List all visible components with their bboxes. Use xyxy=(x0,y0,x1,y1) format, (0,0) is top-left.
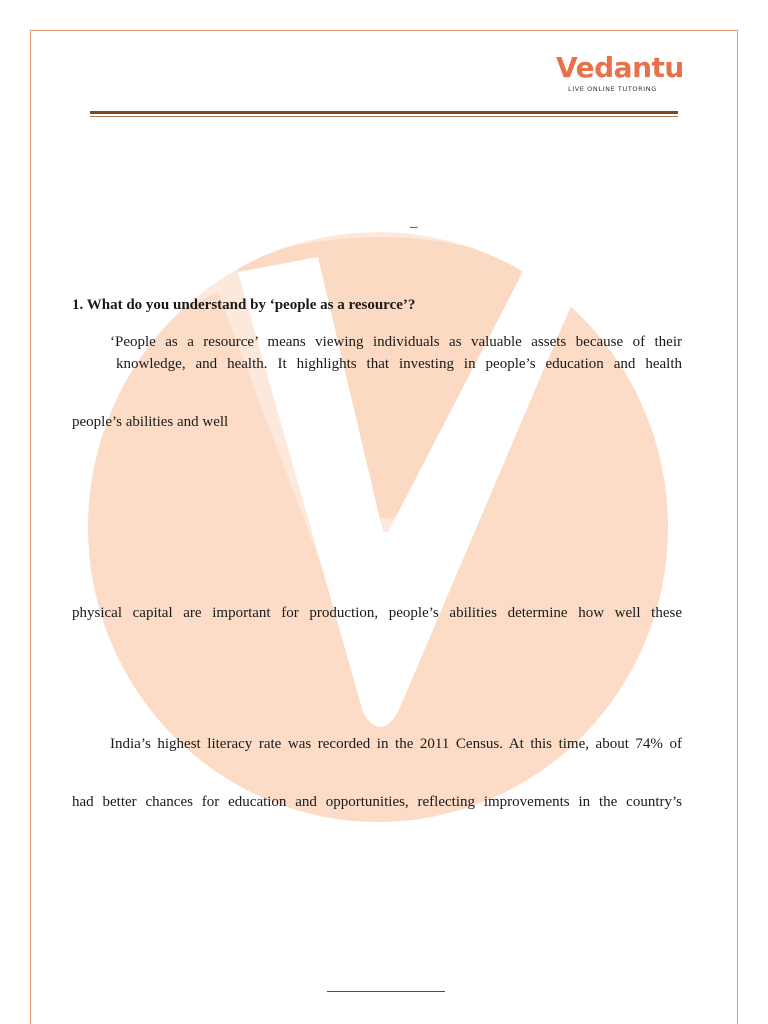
answer-line: physical capital are important for production, people’s abilities determine how well these xyxy=(72,605,682,621)
dash-mark: – xyxy=(410,219,418,235)
answer-line: knowledge, and health. It highlights that investing in people’s education and health xyxy=(116,356,682,372)
answer-line: India’s highest literacy rate was recorded in the 2011 Census. At this time, about 74% of xyxy=(110,736,682,752)
logo-wordmark: Vedantu xyxy=(556,51,684,84)
logo-tagline: LIVE ONLINE TUTORING xyxy=(568,85,657,93)
question-heading: 1. What do you understand by ‘people as a resource’? xyxy=(72,297,416,313)
header-rule-thin xyxy=(90,116,678,117)
vedantu-logo xyxy=(556,51,684,100)
answer-line: people’s abilities and well xyxy=(72,414,229,430)
answer-line: had better chances for education and opportunities, reflecting improvements in the country’s xyxy=(72,794,682,810)
header-rule xyxy=(90,111,678,114)
footer-link[interactable] xyxy=(327,975,445,992)
answer-line: ‘People as a resource’ means viewing individuals as valuable assets because of their xyxy=(110,334,682,350)
